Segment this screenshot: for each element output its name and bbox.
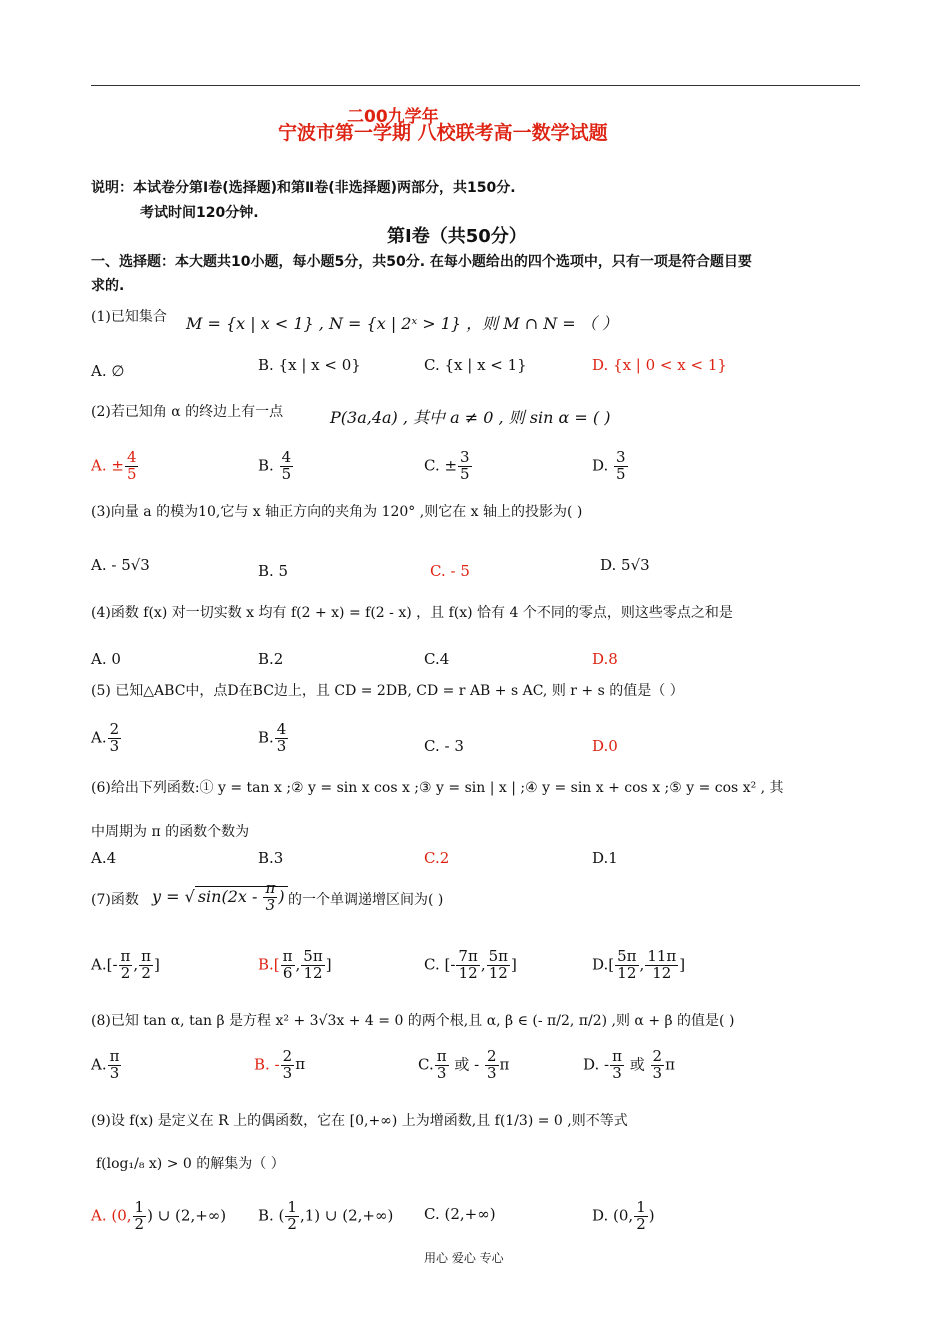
question-6-stem-2: 中周期为 π 的函数个数为 — [91, 824, 250, 840]
q6-option-a: A.4 — [91, 849, 117, 867]
q9-option-b-label: B. ( — [258, 1206, 285, 1225]
q4-option-a: A. 0 — [91, 650, 121, 668]
question-2-expr: P(3a,4a) , 其中 a ≠ 0 , 则 sin α = ( ) — [330, 408, 611, 427]
q7-option-c: C. [- $\frac{7\pi}{12}$ , $\frac{5\pi}{12}$ ] — [424, 947, 517, 982]
frac-den: 3 — [109, 736, 120, 755]
q8-option-d-label: D. - — [583, 1055, 610, 1074]
q2-option-c-label: C. ± — [424, 456, 458, 475]
q3-option-c: C. - 5 — [430, 562, 470, 580]
q9-option-a: A. (0, $\frac{1}{2}$ ) ∪ (2,+∞) — [91, 1198, 227, 1233]
q1-option-a: A. ∅ — [91, 362, 125, 380]
intro-line-1: 说明：本试卷分第Ⅰ卷(选择题)和第Ⅱ卷(非选择题)两部分，共150分. — [91, 180, 516, 196]
q5-option-b-frac — [275, 722, 289, 755]
q2-option-a-label: A. ± — [91, 456, 124, 475]
title-year: 二00九学年 — [347, 107, 439, 127]
question-8-stem: (8)已知 tan α, tan β 是方程 x² + 3√3x + 4 = 0 的两个根,且 α, β ∈ (- π/2, π/2) ,则 α + β 的值是( ) — [91, 1013, 735, 1029]
frac-num: 3 — [460, 448, 470, 466]
q7-option-a-label: A.[- — [91, 955, 118, 974]
q3-option-d: D. 5√3 — [600, 556, 650, 574]
q7-option-c-label: C. [- — [424, 955, 456, 974]
q9-option-a-label: A. (0, — [91, 1206, 132, 1225]
q2-option-b — [258, 450, 294, 483]
q2-option-c-frac — [458, 450, 472, 483]
question-7-stem: (7)函数 — [91, 892, 139, 908]
frac-num: 4 — [276, 720, 287, 738]
frac-num: 2 — [109, 720, 120, 738]
q6-option-c: C.2 — [424, 849, 450, 867]
question-3-stem: (3)向量 a 的模为10,它与 x 轴正方向的夹角为 120° ,则它在 x 轴上的投影为( ) — [91, 504, 583, 520]
question-7-function: y = √ sin(2x - $\frac{\pi}{3}$ ) — [152, 881, 288, 914]
section-instruction-2: 求的. — [91, 278, 125, 294]
frac-den: 5 — [460, 464, 470, 483]
q9-option-d-label: D. (0, — [592, 1206, 634, 1225]
q8-option-b: B. - $\frac{2}{3}$ π — [254, 1047, 306, 1082]
page-footer: 用心 爱心 专心 — [424, 1251, 504, 1265]
q1-option-b: B. {x | x < 0} — [258, 356, 361, 374]
question-2-stem: (2)若已知角 α 的终边上有一点 — [91, 404, 284, 420]
q2-option-b-label: B. — [258, 456, 279, 475]
q7-option-d-label: D.[ — [592, 955, 615, 974]
page-title: 宁波市第一学期 八校联考高一数学试题 — [278, 122, 608, 144]
q8-option-a: A. $\frac{\pi}{3}$ — [91, 1047, 120, 1082]
q7-option-b-label: B.[ — [258, 955, 280, 974]
q1-option-c: C. {x | x < 1} — [424, 356, 527, 374]
q5-option-d: D.0 — [592, 737, 618, 755]
q3-option-a: A. - 5√3 — [91, 556, 150, 574]
q4-option-b: B.2 — [258, 650, 284, 668]
question-4-stem: (4)函数 f(x) 对一切实数 x 均有 f(2 + x) = f(2 - x) ，且 f(x) 恰有 4 个不同的零点，则这些零点之和是 — [91, 605, 733, 621]
frac-num: 3 — [616, 448, 626, 466]
question-6-stem: (6)给出下列函数:① y = tan x ;② y = sin x cos x ;③ y = sin | x | ;④ y = sin x + cos x ;⑤ y = cos x² , 其 — [91, 780, 784, 796]
question-9-stem: (9)设 f(x) 是定义在 R 上的偶函数，它在 [0,+∞) 上为增函数,且 f(1/3) = 0 ,则不等式 — [91, 1113, 628, 1129]
q4-option-d: D.8 — [592, 650, 618, 668]
q8-option-c-label: C. — [418, 1055, 434, 1074]
q2-option-c — [424, 450, 473, 483]
frac-num: 4 — [281, 448, 292, 466]
q2-option-d — [592, 450, 629, 483]
question-9-stem-2: f(log₁/₈ x) > 0 的解集为（ ） — [96, 1156, 285, 1172]
question-5-stem: (5) 已知△ABC中，点D在BC边上，且 CD = 2DB, CD = r AB + s AC, 则 r + s 的值是（ ） — [91, 683, 684, 699]
intro-line-2: 考试时间120分钟. — [140, 205, 259, 221]
q2-option-d-frac — [614, 450, 628, 483]
q8-option-d: D. - $\frac{\pi}{3}$ 或 $\frac{2}{3}$ π — [583, 1047, 675, 1082]
frac-den: 5 — [126, 464, 137, 483]
q5-option-a — [91, 722, 122, 755]
frac-den: 5 — [281, 464, 292, 483]
q8-option-b-label: B. - — [254, 1055, 280, 1074]
q5-option-b-label: B. — [258, 728, 274, 747]
q1-option-d: D. {x | 0 < x < 1} — [592, 356, 727, 374]
q2-option-b-frac — [280, 450, 294, 483]
q2-option-a-frac — [125, 450, 139, 483]
q5-option-b — [258, 722, 289, 755]
q9-option-b: B. ( $\frac{1}{2}$ ,1) ∪ (2,+∞) — [258, 1198, 394, 1233]
question-1-stem: (1)已知集合 — [91, 309, 167, 325]
q5-option-a-label: A. — [91, 728, 107, 747]
frac-den: 3 — [276, 736, 287, 755]
question-1-expr: M = {x | x < 1} , N = {x | 2ˣ > 1} ，则 M ∩ N = （ ） — [186, 314, 618, 333]
q8-option-c: C. $\frac{\pi}{3}$ 或 - $\frac{2}{3}$ π — [418, 1047, 510, 1082]
q5-option-c: C. - 3 — [424, 737, 464, 755]
q5-option-a-frac — [108, 722, 122, 755]
section-title: 第Ⅰ卷（共50分） — [387, 226, 527, 247]
q6-option-b: B.3 — [258, 849, 284, 867]
q7-option-b: B.[ $\frac{\pi}{6}$ , $\frac{5\pi}{12}$ ] — [258, 947, 332, 982]
q7-option-a: A.[- $\frac{\pi}{2}$ , $\frac{\pi}{2}$ ] — [91, 947, 160, 982]
q4-option-c: C.4 — [424, 650, 450, 668]
q8-option-a-label: A. — [91, 1055, 107, 1074]
q3-option-b: B. 5 — [258, 562, 289, 580]
frac-den: 5 — [616, 464, 626, 483]
top-rule — [91, 85, 860, 86]
frac-num: 4 — [126, 448, 137, 466]
q2-option-a — [91, 450, 139, 483]
q6-option-d: D.1 — [592, 849, 618, 867]
section-instruction-1: 一、选择题：本大题共10小题，每小题5分，共50分. 在每小题给出的四个选项中，只有一项是符合题目要 — [91, 254, 752, 270]
q9-option-c: C. (2,+∞) — [424, 1205, 496, 1223]
q9-option-d: D. (0, $\frac{1}{2}$ ) — [592, 1198, 655, 1233]
question-7-tail: 的一个单调递增区间为( ) — [288, 892, 444, 908]
q7-option-d: D.[ $\frac{5\pi}{12}$ , $\frac{11\pi}{12}$ ] — [592, 947, 686, 982]
q2-option-d-label: D. — [592, 456, 614, 475]
